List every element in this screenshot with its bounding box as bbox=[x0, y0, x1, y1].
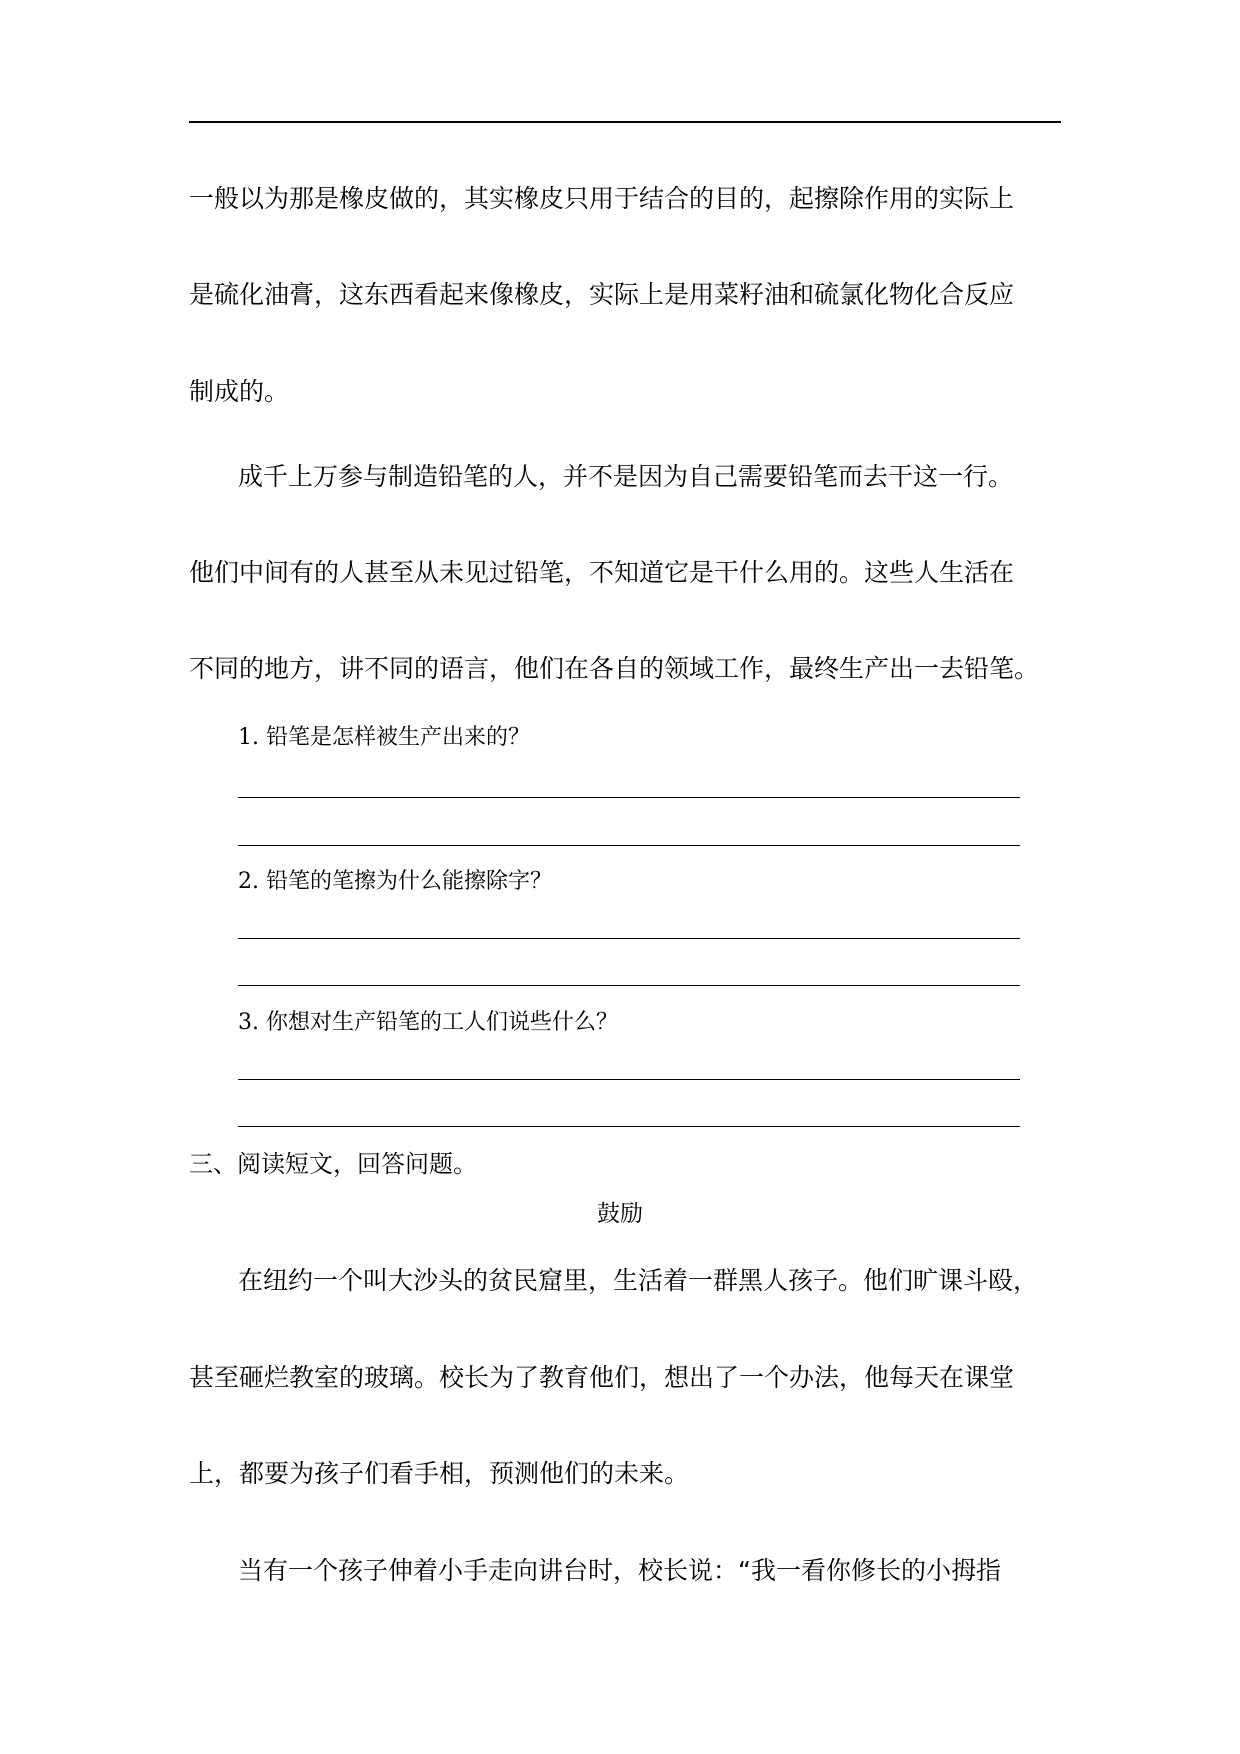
passage-line: 上，都要为孩子们看手相，预测他们的未来。 bbox=[189, 1459, 690, 1488]
passage-line: 不同的地方，讲不同的语言，他们在各自的领域工作，最终生产出一去铅笔。 bbox=[189, 654, 1040, 683]
header-rule bbox=[189, 121, 1061, 123]
passage-line: 是硫化油膏，这东西看起来像橡皮，实际上是用菜籽油和硫氯化物化合反应 bbox=[189, 280, 1015, 309]
passage-line: 制成的。 bbox=[189, 377, 290, 406]
answer-line[interactable] bbox=[238, 1079, 1020, 1080]
answer-line[interactable] bbox=[238, 797, 1020, 798]
passage-line: 一般以为那是橡皮做的，其实橡皮只用于结合的目的，起擦除作用的实际上 bbox=[189, 184, 1015, 213]
question-1: 1. 铅笔是怎样被生产出来的？ bbox=[238, 725, 530, 750]
question-2: 2. 铅笔的笔擦为什么能擦除字？ bbox=[238, 869, 552, 894]
answer-line[interactable] bbox=[238, 845, 1020, 846]
question-3: 3. 你想对生产铅笔的工人们说些什么？ bbox=[238, 1010, 618, 1035]
section-heading: 三、阅读短文，回答问题。 bbox=[189, 1150, 477, 1178]
passage-line: 他们中间有的人甚至从未见过铅笔，不知道它是干什么用的。这些人生活在 bbox=[189, 558, 1015, 587]
answer-line[interactable] bbox=[238, 938, 1020, 939]
passage-line: 成千上万参与制造铅笔的人，并不是因为自己需要铅笔而去干这一行。 bbox=[238, 462, 1014, 491]
passage-line: 甚至砸烂教室的玻璃。校长为了教育他们，想出了一个办法，他每天在课堂 bbox=[189, 1363, 1015, 1392]
passage-line: 当有一个孩子伸着小手走向讲台时，校长说：“我一看你修长的小拇指 bbox=[238, 1556, 1001, 1585]
answer-line[interactable] bbox=[238, 985, 1020, 986]
passage-line: 在纽约一个叫大沙头的贫民窟里，生活着一群黑人孩子。他们旷课斗殴， bbox=[238, 1266, 1039, 1295]
answer-line[interactable] bbox=[238, 1126, 1020, 1127]
passage-title: 鼓励 bbox=[597, 1201, 643, 1227]
